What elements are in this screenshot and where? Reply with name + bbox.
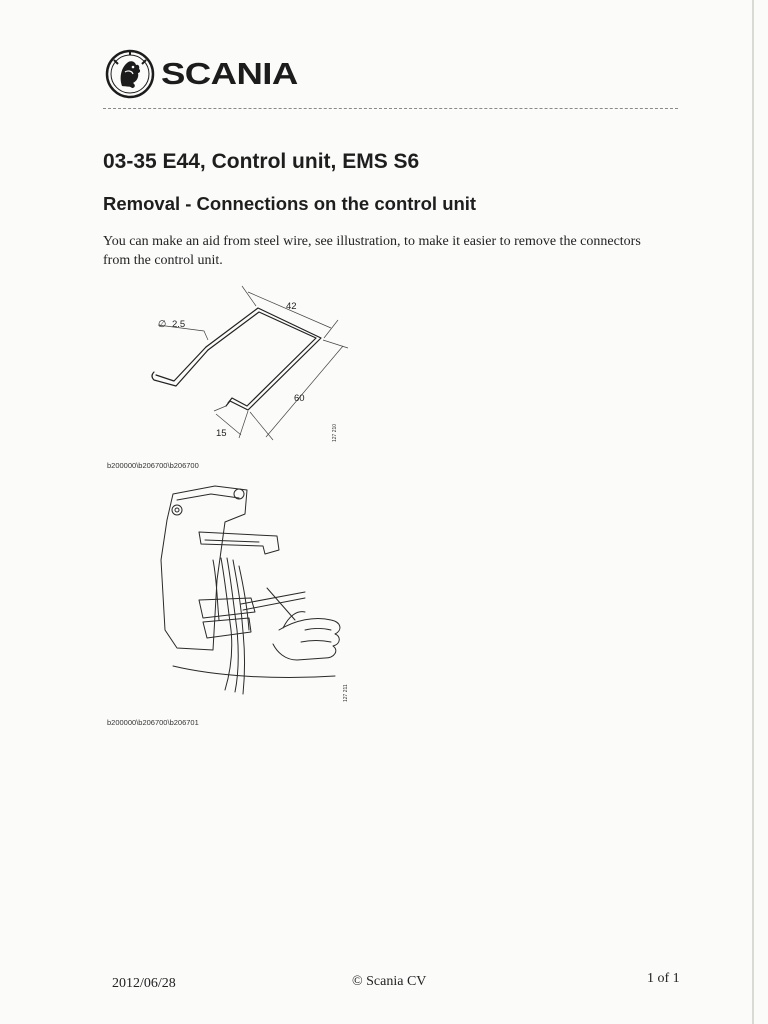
hand	[273, 618, 340, 660]
figure2-caption: b200000\b206700\b206701	[107, 718, 199, 727]
instruction-text: You can make an aid from steel wire, see illustration, to make it easier to remove the connectors from the control unit.	[103, 234, 641, 268]
dim-60-label: 60	[294, 393, 305, 404]
dim-42-ext-b	[324, 320, 338, 338]
dim-diameter-label: 2.5	[172, 319, 186, 330]
griffin-badge-icon	[105, 48, 155, 100]
dim-15-ext-b	[239, 411, 248, 438]
wire-tool-drawing	[140, 280, 360, 450]
dim-60-ext-b	[250, 412, 273, 440]
section-subtitle: Removal - Connections on the control unit	[103, 193, 477, 214]
dim-60-ext-a	[323, 340, 348, 348]
connector-lower	[203, 618, 251, 638]
footer-page-number: 1 of 1	[647, 971, 680, 986]
dim-42-label: 42	[286, 301, 297, 312]
footer-date: 2012/06/28	[112, 976, 176, 991]
figure1-caption: b200000\b206700\b206700	[107, 461, 199, 470]
dim-60-line	[266, 346, 343, 437]
header-divider	[103, 108, 678, 109]
page-edge	[752, 0, 754, 1024]
page-title: 03-35 E44, Control unit, EMS S6	[103, 150, 420, 173]
dim-diameter-symbol: ∅	[158, 319, 167, 330]
figure2-id: 127 211	[343, 684, 349, 702]
wire-handle	[152, 350, 208, 386]
dim-15-ext-a	[214, 406, 226, 411]
dim-42-ext-a	[242, 286, 256, 306]
connector-removal-illustration	[155, 480, 355, 710]
dim-15-label: 15	[216, 428, 227, 439]
footer-copyright: © Scania CV	[352, 974, 427, 989]
wire-handle-inner	[156, 347, 206, 381]
scania-wordmark: SCANIA	[161, 56, 298, 91]
mounting-hole-icon	[172, 505, 182, 515]
figure1-id: 127 210	[332, 423, 338, 442]
scania-logo	[105, 48, 298, 100]
connector-upper	[199, 532, 279, 554]
